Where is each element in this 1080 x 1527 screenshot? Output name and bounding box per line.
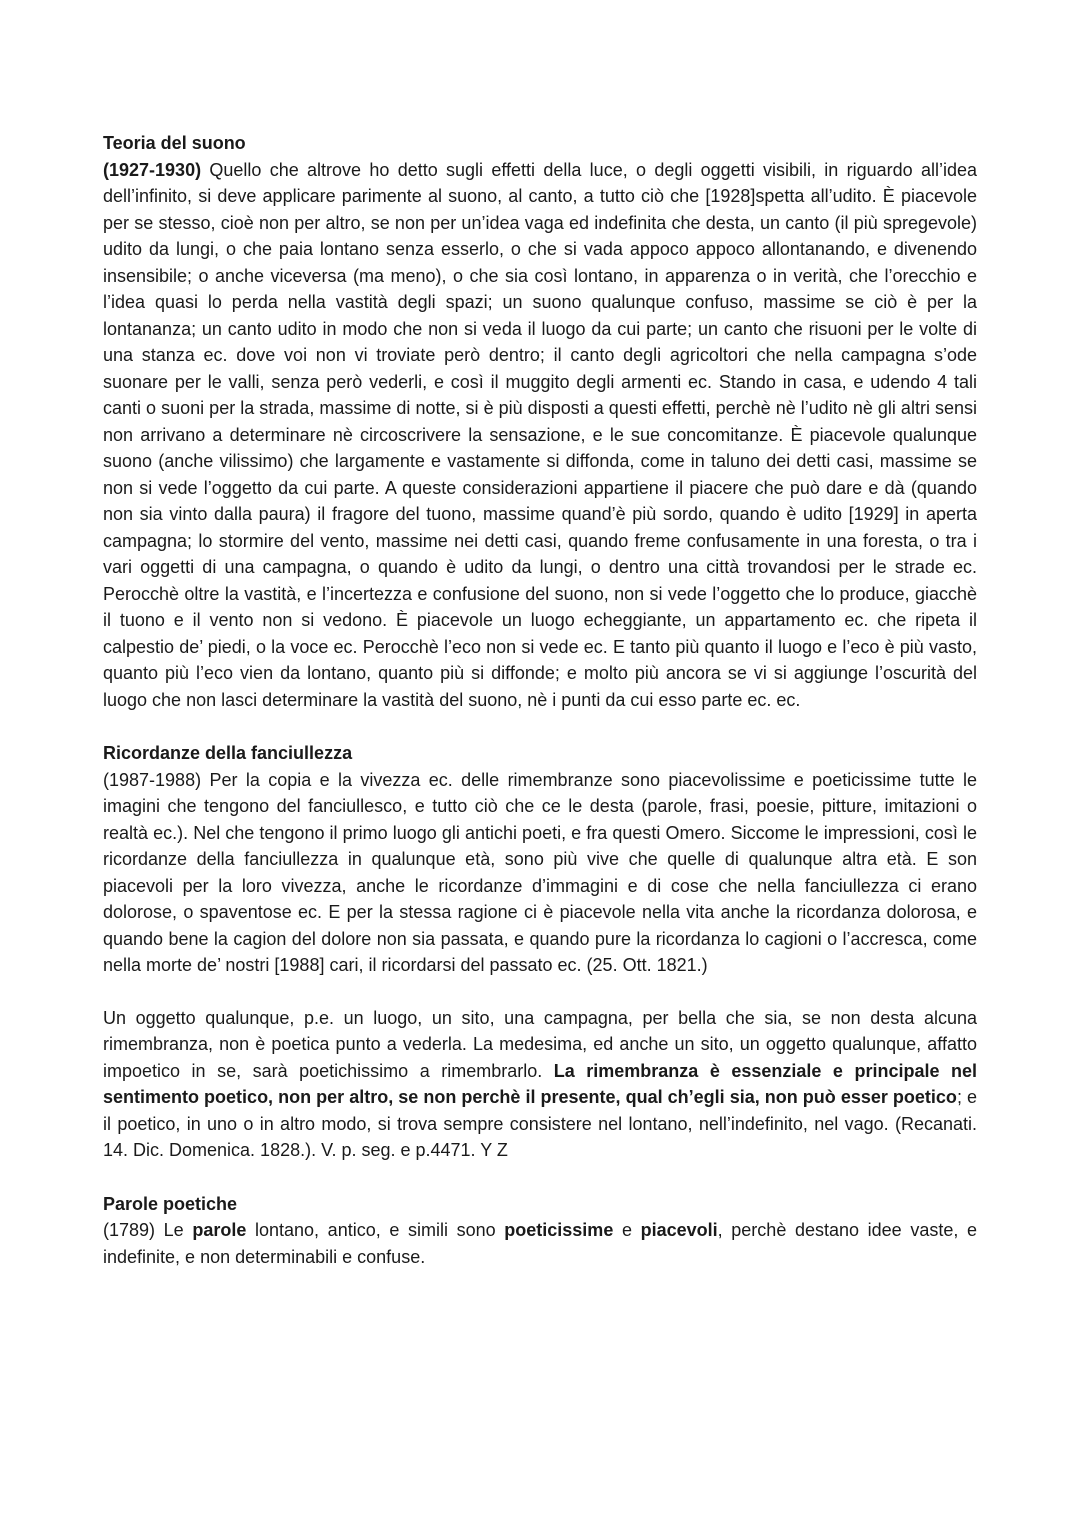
paragraph-text: ; e il poetico, in uno o in altro modo, si trova sempre consistere nel lontano, nell’indefinito, nel vago. (Recanati. 14. Dic. Domenica. 1828.). V. p. seg. e p.4471. Y Z xyxy=(103,1087,977,1160)
paragraph-text: Un oggetto qualunque, p.e. un luogo, un sito, una campagna, per bella che sia, se non desta alcuna rimembranza, non è poetica punto a vederla. La medesima, ed anche un sito, un oggetto qualunque, affatto impoetico in se, sarà poetichissimo a rimembrarlo. xyxy=(103,1007,977,1081)
section-ricordanze xyxy=(103,740,977,1164)
citation-range: (1927-1930) xyxy=(103,159,202,180)
paragraph-text: lontano, antico, e simili sono xyxy=(246,1220,505,1240)
section-title: Parole poetiche xyxy=(103,1193,238,1214)
paragraph-text: (1789) Le xyxy=(103,1220,193,1240)
paragraph xyxy=(103,1005,977,1164)
paragraph xyxy=(103,157,977,714)
section-title: Ricordanze della fanciullezza xyxy=(103,743,353,763)
paragraph-text: Quello che altrove ho detto sugli effetti della luce, o degli oggetti visibili, in riguardo all’idea dell’infinito, si deve applicare parimente al suono, al canto, a tutto ciò che [1928]spetta all’udito. È piacevole per se stesso, cioè non per altro, se non per un’idea vaga ed indefinita che desta, un canto (il più spregevole) udito da lungi, o che paia lontano senza esserlo, o che si vada appoco appoco allontanando, e divenendo insensibile; o anche viceversa (ma meno), o che sia così lontano, in apparenza o in verità, che l’orecchio e l’idea quasi lo perda nella vastità degli spazi; un suono qualunque confuso, massime se ciò è per la lontananza; un canto udito in modo che non si veda il luogo da cui parte; un canto che risuoni per le volte di una stanza ec. dove voi non vi troviate però dentro; il canto degli agricoltori che nella campagna s’ode suonare per le valli, senza però vederli, e così il muggito degli armenti ec. Stando in casa, e udendo 4 tali canti o suoni per la strada, massime di notte, si è più disposti a questi effetti, perchè nè l’udito nè gli altri sensi non arrivano a determinare nè circoscrivere la sensazione, e le sue concomitanze. È piacevole qualunque suono (anche vilissimo) che largamente e vastamente si diffonda, come in taluno dei detti casi, massime se non si vede l’oggetto da cui parte. A queste considerazioni appartiene il piacere che può dare e dà (quando non sia vinto dalla paura) il fragore del tuono, massime quand’è più sordo, quando è udito [1929] in aperta campagna; lo stormire del vento, massime nei detti casi, quando freme confusamente in una foresta, o tra i vari oggetti di una campagna, o quando è udito da lungi, o dentro una città trovandosi per le strade ec. Perocchè oltre la vastità, e l’incertezza e confusione del suono, non si vede l’oggetto che lo produce, giacchè il tuono e il vento non si vedono. È piacevole un luogo echeggiante, un appartamento ec. che ripeta il calpestio de’ piedi, o la voce ec. Perocchè l’eco non si vede ec. E tanto più quanto il luogo e l’eco è più vasto, quanto più l’eco vien da lontano, quanto più si diffonde; e molto più ancora se vi si aggiunge l’oscurità del luogo che non lasci determinare la vastità del suono, nè i punti da cui esso parte ec. ec. xyxy=(103,159,977,710)
section-teoria-del-suono xyxy=(103,130,977,713)
emphasis-text: La rimembranza è essenziale e principale nel sentimento poetico, non per altro, se non perchè il presente, qual ch’egli sia, non può esser poetico xyxy=(103,1060,977,1107)
paragraph-text: (1987-1988) Per la copia e la vivezza ec. delle rimembranze sono piacevolissime e poeticissime tutte le imagini che tengono del fanciullesco, e tutto ciò che ce le desta (parole, frasi, poesie, pitture, imitazioni o realtà ec.). Nel che tengono il primo luogo gli antichi poeti, e fra questi Omero. Siccome le impressioni, così le ricordanze della fanciullezza in qualunque età, sono più vive che quelle di qualunque altra età. E son piacevoli per la loro vivezza, anche le ricordanze d’immagini e di cose che nella fanciullezza ci erano dolorose, o spaventose ec. E per la stessa ragione ci è piacevole nella vita anche la ricordanza dolorosa, e quando bene la cagion del dolore non sia passata, e quando pure la ricordanza lo cagioni o l’accresca, come nella morte de’ nostri [1988] cari, il ricordarsi del passato ec. (25. Ott. 1821.) xyxy=(103,769,977,975)
emphasis-text: poeticissime xyxy=(504,1220,614,1240)
paragraph xyxy=(103,767,977,979)
paragraph-text: e xyxy=(613,1220,641,1240)
section-title: Teoria del suono xyxy=(103,133,246,153)
paragraph xyxy=(103,1217,977,1270)
section-parole-poetiche xyxy=(103,1191,977,1271)
emphasis-text: parole xyxy=(192,1220,247,1240)
paragraph-text: , perchè destano idee vaste, e indefinite, e non determinabili e confuse. xyxy=(103,1220,977,1267)
emphasis-text: piacevoli xyxy=(640,1220,718,1240)
document-page xyxy=(103,130,977,1270)
